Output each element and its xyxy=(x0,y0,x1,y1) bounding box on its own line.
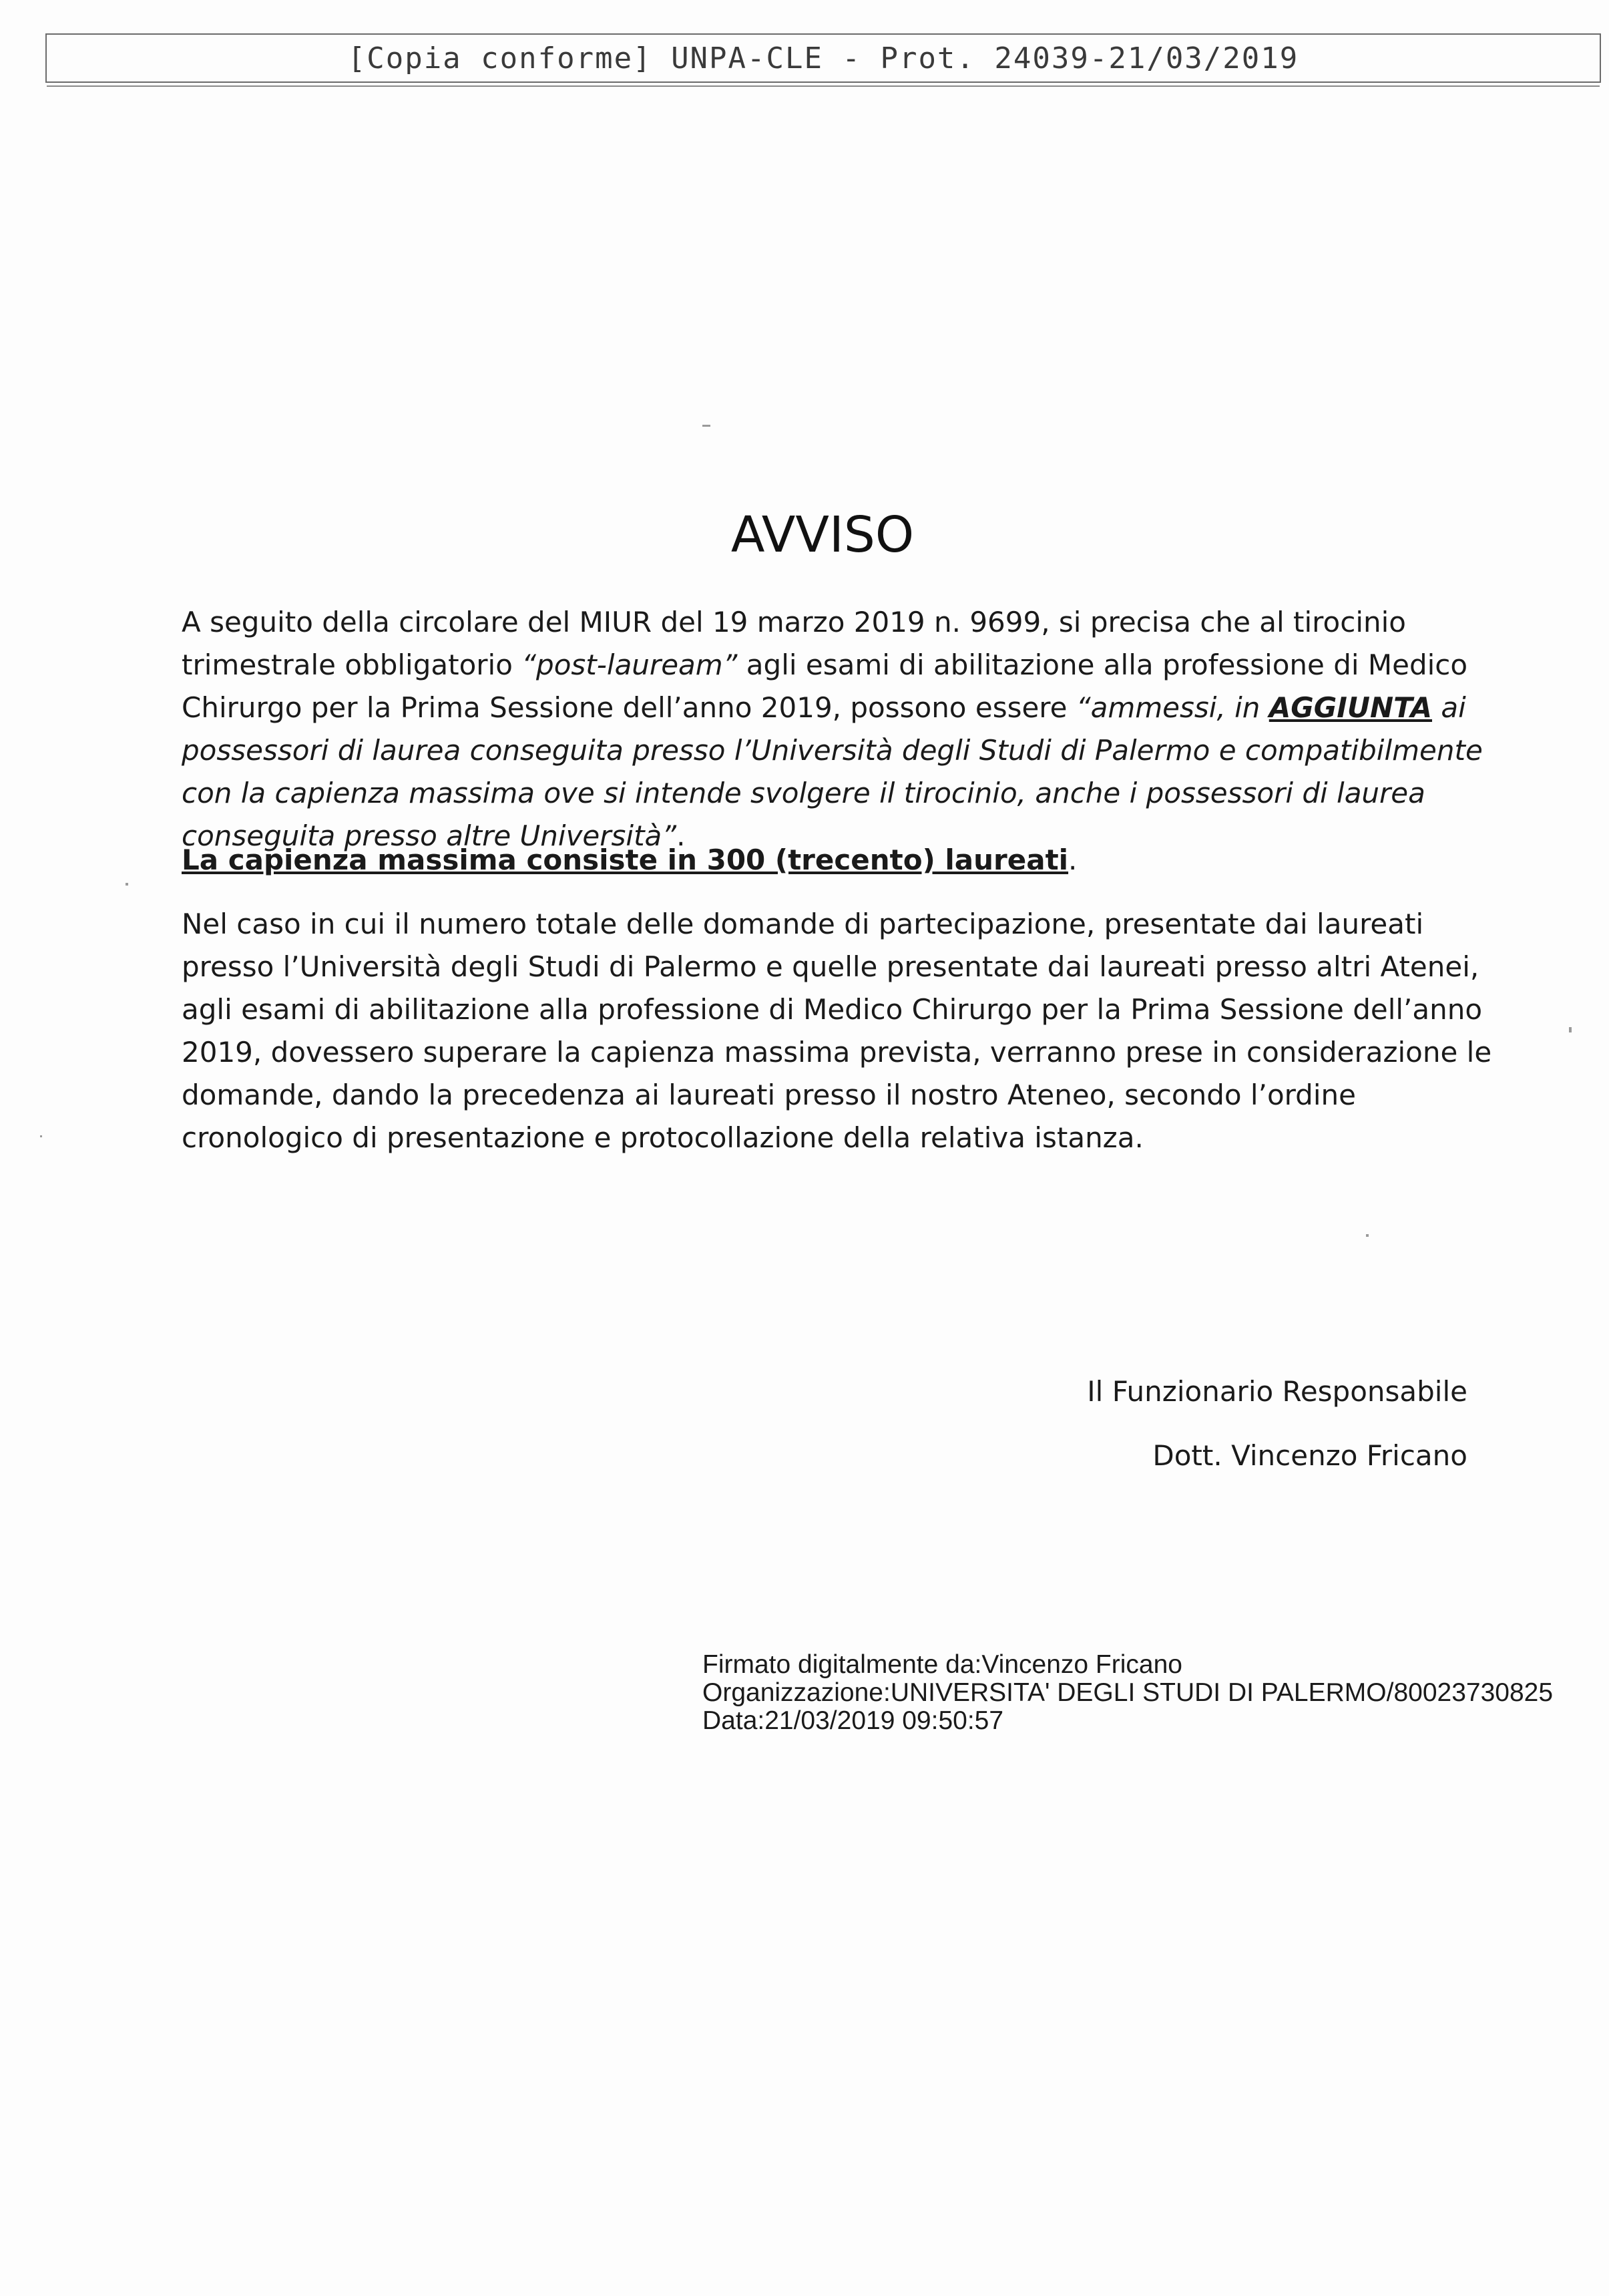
paragraph-italic-text: “ammessi, in xyxy=(1076,691,1269,724)
scan-speck xyxy=(702,425,710,427)
scan-speck xyxy=(126,883,128,886)
document-title: AVVISO xyxy=(730,506,915,564)
digital-signature-signer: Firmato digitalmente da:Vincenzo Fricano xyxy=(702,1650,1182,1679)
capienza-emphasis: La capienza massima consiste in 300 (trecento) laureati xyxy=(182,843,1069,876)
aggiunta-emphasis: AGGIUNTA xyxy=(1269,691,1433,724)
digital-signature-block xyxy=(702,1651,1553,1735)
protocol-stamp-text: [Copia conforme] UNPA-CLE - Prot. 24039-21/03/2019 xyxy=(347,41,1299,75)
paragraph-italic-text: ai possessori di laurea conseguita presso l’Università degli Studi di Palermo e compatibilmente con la capienza massima ove si intende svolgere il tirocinio, anche i possessori di laurea conseguita presso altre Università” xyxy=(182,691,1483,852)
signature-name: Dott. Vincenzo Fricano xyxy=(1152,1439,1467,1472)
paragraph-italic-text: “post-lauream” xyxy=(521,648,738,681)
scan-speck xyxy=(1569,1027,1572,1032)
paragraph-text: . xyxy=(676,819,686,852)
digital-signature-organization: Organizzazione:UNIVERSITA' DEGLI STUDI DI PALERMO/80023730825 xyxy=(702,1678,1554,1707)
paragraph-text: A seguito della circolare del MIUR del 19 marzo 2019 n. 9699, si precisa che al tirocinio trimestrale obbligatorio xyxy=(182,606,1406,681)
paragraph-capienza xyxy=(182,839,1496,882)
signature-role: Il Funzionario Responsabile xyxy=(1087,1375,1467,1408)
protocol-stamp xyxy=(45,33,1601,83)
paragraph-text: . xyxy=(1068,843,1078,876)
scan-speck xyxy=(40,1135,42,1137)
paragraph-domande: Nel caso in cui il numero totale delle domande di partecipazione, presentate dai laureati presso l’Università degli Studi di Palermo e quelle presentate dai laureati presso altri Atenei, agli esami di abilitazione alla professione di Medico Chirurgo per la Prima Sessione dell’anno 2019, dovessero superare la capienza massima prevista, verranno prese in considerazione le domande, dando la precedenza ai laureati presso il nostro Ateneo, secondo l’ordine cronologico di presentazione e protocollazione della relativa istanza. xyxy=(182,908,1492,1154)
scan-speck xyxy=(1366,1234,1369,1237)
paragraph-circolare xyxy=(182,601,1496,857)
paragraph-text: agli esami di abilitazione alla professione di Medico Chirurgo per la Prima Sessione dell’anno 2019, possono essere xyxy=(182,648,1468,724)
digital-signature-date: Data:21/03/2019 09:50:57 xyxy=(702,1706,1004,1735)
